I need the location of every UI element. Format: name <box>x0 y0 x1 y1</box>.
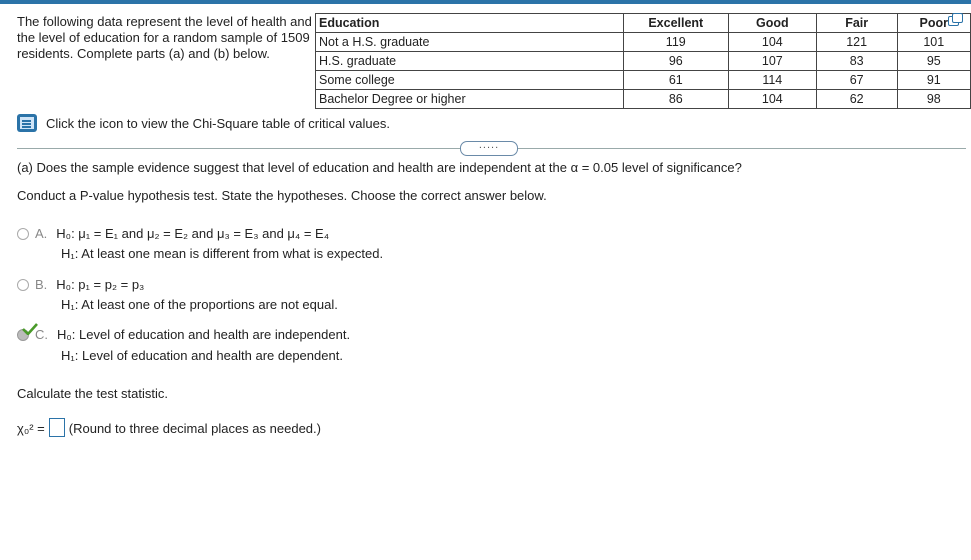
cell: 107 <box>728 52 816 71</box>
option-c-h1: H₁: Level of education and health are dependent. <box>61 348 343 363</box>
cell: 119 <box>623 33 728 52</box>
data-table <box>315 13 971 109</box>
option-c[interactable] <box>17 327 350 342</box>
copy-data-icon[interactable] <box>948 16 959 26</box>
problem-intro: The following data represent the level of health and the level of education for a random sample of 1509 residents. Complete parts (a) and (b) below. <box>17 14 312 61</box>
header-education: Education <box>316 14 624 33</box>
chi-square-symbol: χ₀² = <box>17 421 45 436</box>
expand-button[interactable]: ..... <box>460 141 518 156</box>
row-label: Some college <box>316 71 624 90</box>
cell: 104 <box>728 33 816 52</box>
option-b-h1: H₁: At least one of the proportions are not equal. <box>61 297 338 312</box>
table-row <box>316 71 971 90</box>
chi-square-link-text[interactable]: Click the icon to view the Chi-Square table of critical values. <box>46 115 390 131</box>
option-a[interactable] <box>17 226 329 241</box>
part-a-question: (a) Does the sample evidence suggest that level of education and health are independent at the α = 0.05 level of significance? <box>17 160 742 175</box>
table-header-row <box>316 14 971 33</box>
cell: 121 <box>816 33 897 52</box>
cell: 96 <box>623 52 728 71</box>
header-poor: Poor <box>897 14 970 33</box>
part-a-instruction: Conduct a P-value hypothesis test. State the hypotheses. Choose the correct answer below. <box>17 188 547 203</box>
option-c-h0: H₀: Level of education and health are independent. <box>57 327 351 342</box>
chi-square-table-link[interactable] <box>17 114 390 132</box>
cell: 61 <box>623 71 728 90</box>
option-b-radio[interactable] <box>17 279 29 291</box>
option-b-letter: B. <box>35 277 48 292</box>
option-c-letter: C. <box>35 327 48 342</box>
row-label: H.S. graduate <box>316 52 624 71</box>
correct-check-icon <box>22 323 38 335</box>
table-row <box>316 52 971 71</box>
cell: 67 <box>816 71 897 90</box>
option-a-h1: H₁: At least one mean is different from what is expected. <box>61 246 384 261</box>
calc-label: Calculate the test statistic. <box>17 386 169 401</box>
cell: 91 <box>897 71 970 90</box>
answer-row <box>17 418 321 437</box>
row-label: Not a H.S. graduate <box>316 33 624 52</box>
cell: 86 <box>623 90 728 109</box>
table-row <box>316 90 971 109</box>
option-a-h0: H₀: μ₁ = E₁ and μ₂ = E₂ and μ₃ = E₃ and μ₄ = E₄ <box>56 226 330 241</box>
option-a-radio[interactable] <box>17 228 29 240</box>
answer-input[interactable] <box>49 418 65 437</box>
option-b[interactable] <box>17 277 144 292</box>
round-hint: (Round to three decimal places as needed.) <box>68 421 321 436</box>
cell: 62 <box>816 90 897 109</box>
option-b-h0: H₀: p₁ = p₂ = p₃ <box>56 277 145 292</box>
cell: 83 <box>816 52 897 71</box>
top-accent-bar <box>0 0 971 4</box>
cell: 104 <box>728 90 816 109</box>
header-excellent: Excellent <box>623 14 728 33</box>
row-label: Bachelor Degree or higher <box>316 90 624 109</box>
header-fair: Fair <box>816 14 897 33</box>
cell: 101 <box>897 33 970 52</box>
table-icon[interactable] <box>17 114 37 132</box>
cell: 114 <box>728 71 816 90</box>
cell: 95 <box>897 52 970 71</box>
cell: 98 <box>897 90 970 109</box>
header-good: Good <box>728 14 816 33</box>
table-row <box>316 33 971 52</box>
option-a-letter: A. <box>35 226 48 241</box>
